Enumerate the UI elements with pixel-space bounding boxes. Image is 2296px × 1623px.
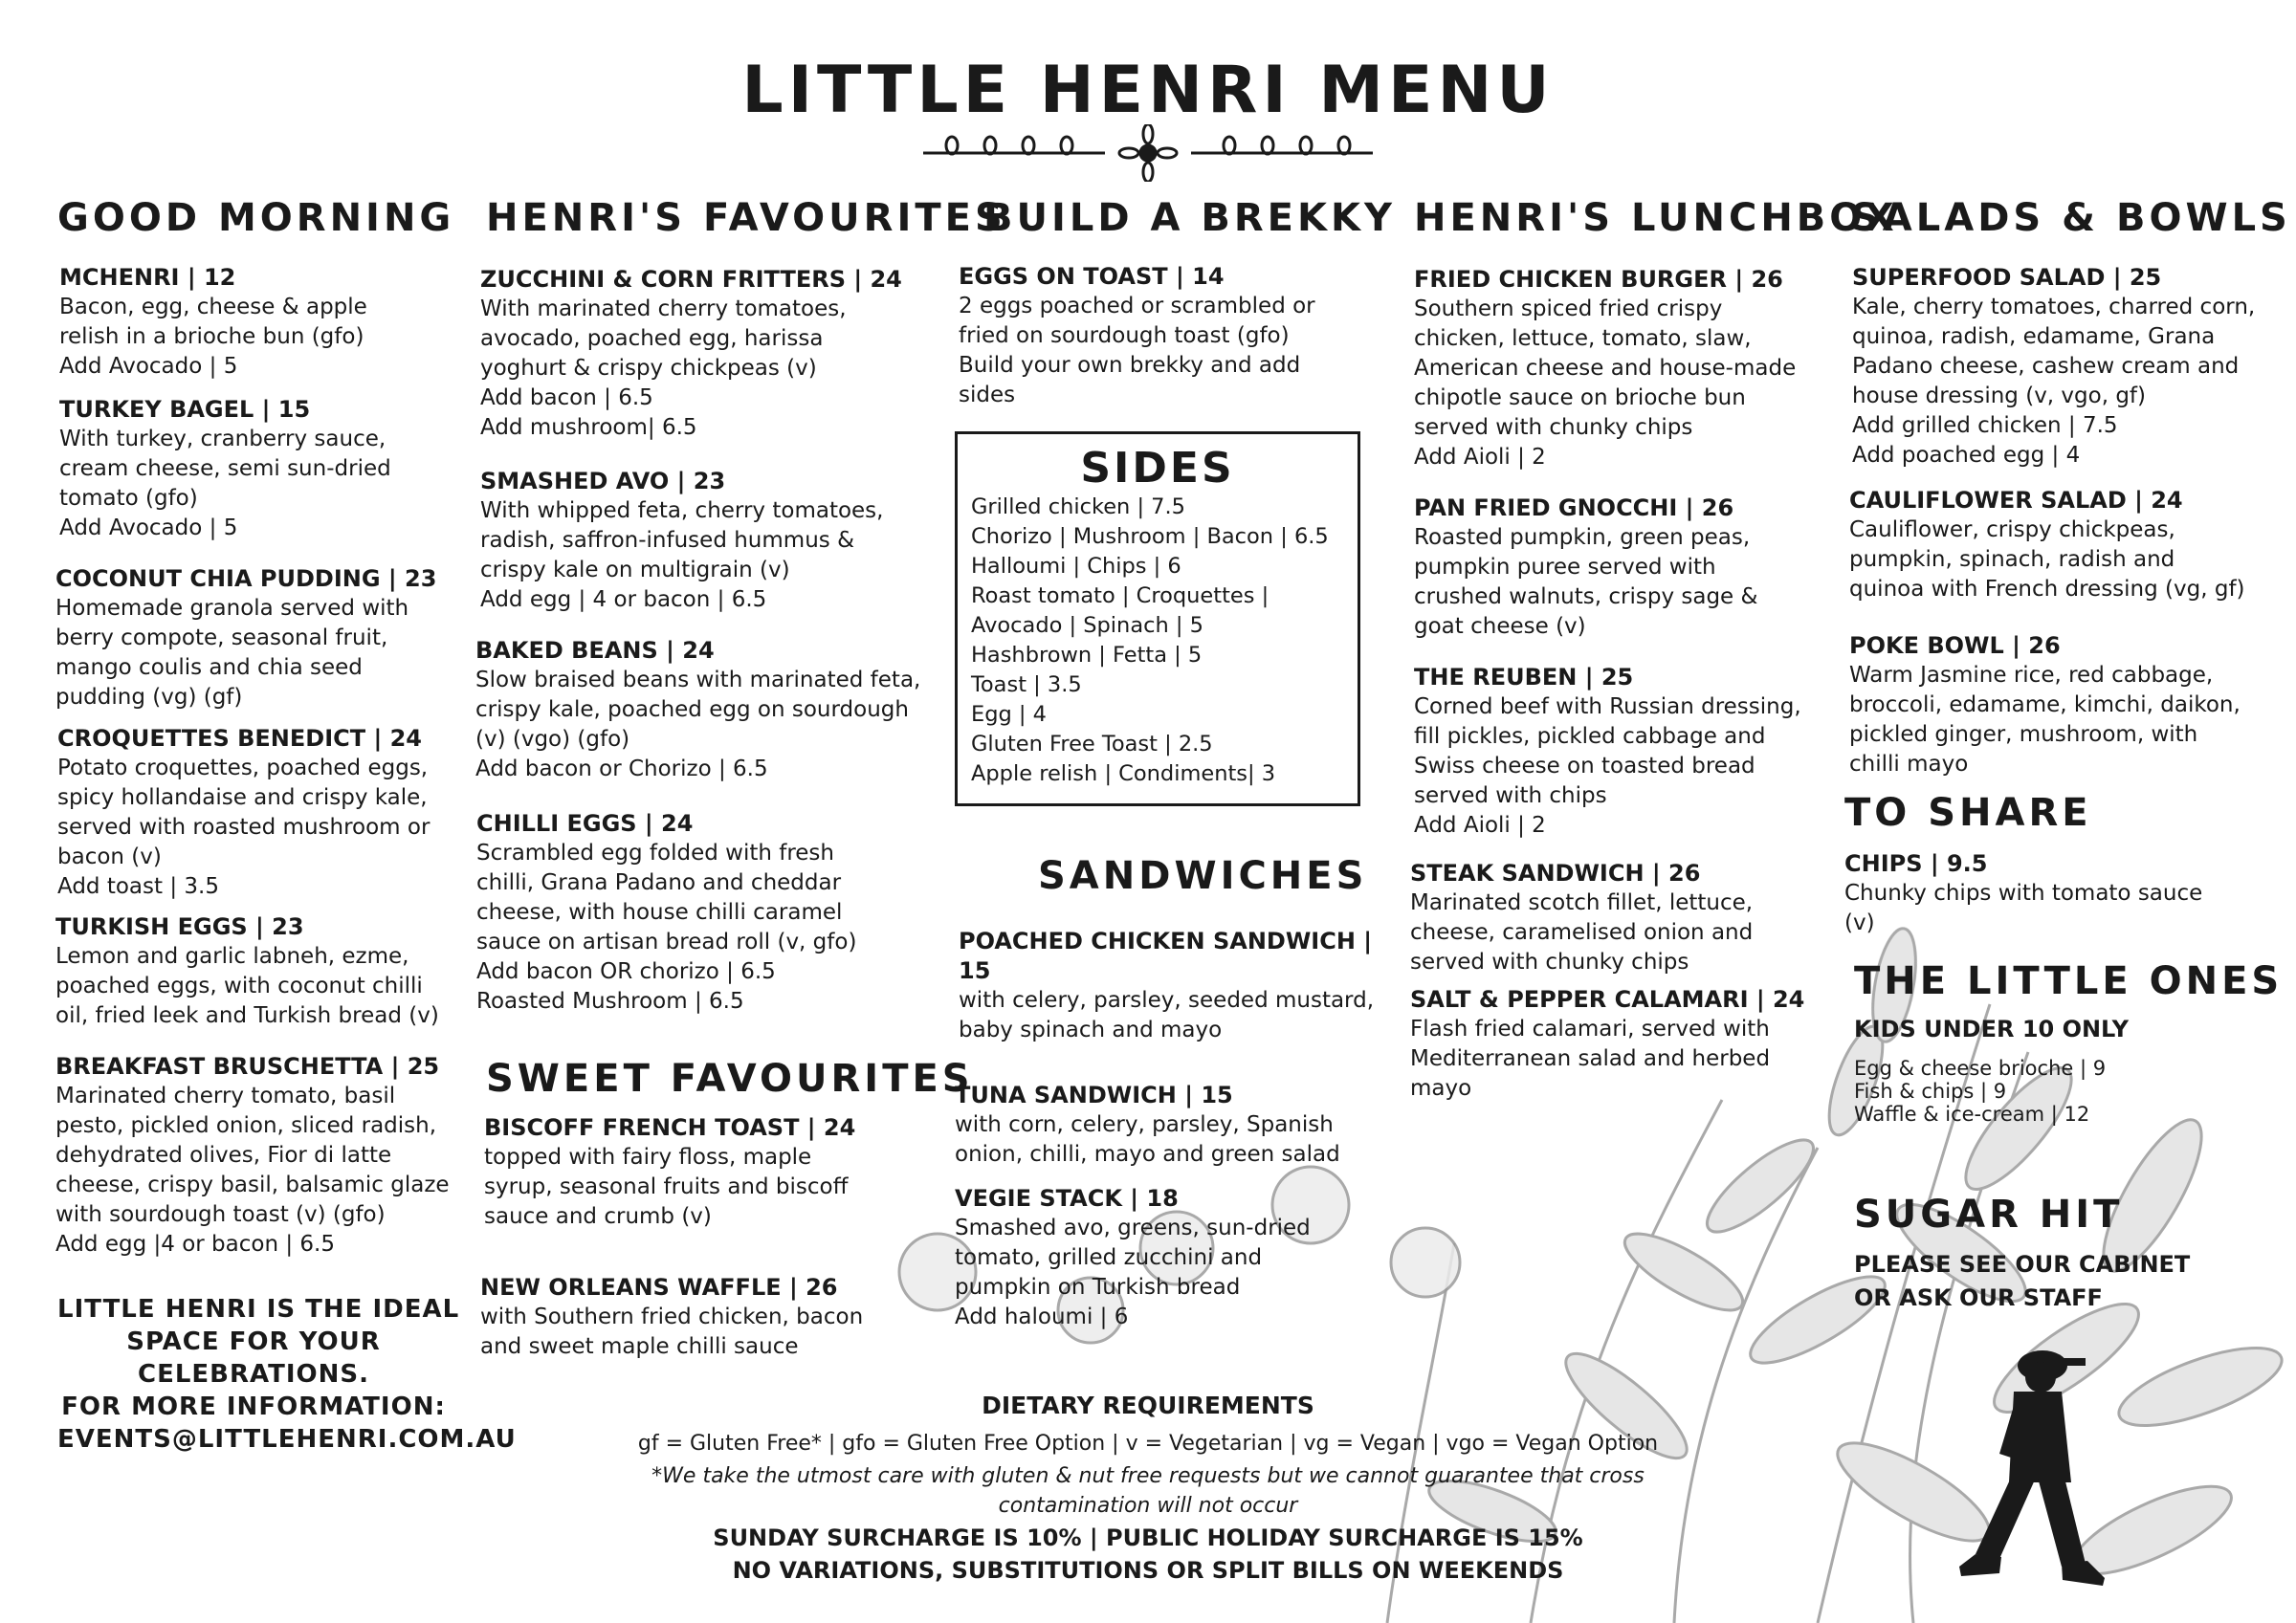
item-addon: Roasted Mushroom | 6.5 [476,989,744,1014]
sugar-hit-line: PLEASE SEE OUR CABINET [1854,1251,2191,1278]
menu-item [480,467,883,615]
menu-item [1414,265,1796,472]
heading-little-ones: THE LITTLE ONES [1854,959,2284,1003]
menu-item [59,263,367,382]
item-name: CAULIFLOWER SALAD | 24 [1849,487,2183,514]
surcharge-notice: SUNDAY SURCHARGE IS 10% | PUBLIC HOLIDAY SURCHARGE IS 15% [713,1524,1583,1551]
menu-item [1849,486,2245,604]
item-description: Cauliflower, crispy chickpeas, pumpkin, spinach, radish and quinoa with French dressing (vg, gf) [1849,517,2245,602]
item-name: TUNA SANDWICH | 15 [955,1082,1233,1108]
item-description: Bacon, egg, cheese & apple relish in a brioche bun (gfo) [59,295,367,349]
side-item: Hashbrown | Fetta | 5 [971,643,1203,668]
heading-sandwiches: SANDWICHES [1038,854,1368,898]
item-name: EGGS ON TOAST | 14 [959,263,1225,290]
item-name: BISCOFF FRENCH TOAST | 24 [484,1114,856,1141]
item-name: SALT & PEPPER CALAMARI | 24 [1410,986,1805,1013]
item-description: Warm Jasmine rice, red cabbage, broccoli, edamame, kimchi, daikon, pickled ginger, mushroom, with chilli mayo [1849,663,2241,777]
side-item: Chorizo | Mushroom | Bacon | 6.5 [971,524,1329,549]
dietary-legend: gf = Gluten Free* | gfo = Gluten Free Option | v = Vegetarian | vg = Vegan | vgo = Vegan Option [637,1432,1659,1456]
menu-item [1414,663,1801,841]
item-addon: Add bacon OR chorizo | 6.5 [476,959,776,984]
item-addon: Add bacon | 6.5 [480,385,653,410]
item-description: topped with fairy floss, maple syrup, seasonal fruits and biscoff sauce and crumb (v) [484,1145,849,1229]
kids-item: Fish & chips | 9 [1854,1080,2007,1103]
side-item: Roast tomato | Croquettes | [971,583,1269,608]
item-description: Lemon and garlic labneh, ezme, poached eggs, with coconut chilli oil, fried leek and Turkish bread (v) [55,944,439,1028]
item-name: FRIED CHICKEN BURGER | 26 [1414,266,1783,293]
side-item: Gluten Free Toast | 2.5 [971,732,1213,757]
dietary-note: *We take the utmost care with gluten & nut free requests but we cannot guarantee that cross [651,1464,1645,1488]
celebrations-line: LITTLE HENRI IS THE IDEAL [57,1295,460,1324]
item-addon: Add haloumi | 6 [955,1305,1129,1329]
menu-item [55,564,436,713]
menu-item [955,1081,1340,1170]
item-description: Corned beef with Russian dressing, fill pickles, pickled cabbage and Swiss cheese on toasted bread served with chips [1414,694,1801,808]
menu-item [1410,985,1804,1104]
heading-to-share: TO SHARE [1844,791,2092,835]
sugar-hit-line: OR ASK OUR STAFF [1854,1284,2103,1311]
celebrations-line: FOR MORE INFORMATION: [61,1393,446,1421]
item-name: TURKISH EGGS | 23 [55,913,304,940]
item-name: POKE BOWL | 26 [1849,632,2061,659]
menu-item [484,1113,855,1232]
menu-item [959,927,1374,1045]
item-description: Slow braised beans with marinated feta, crispy kale, poached egg on sourdough (v) (vgo) (gfo) [475,668,921,752]
events-email: EVENTS@LITTLEHENRI.COM.AU [57,1425,517,1454]
item-description: with Southern fried chicken, bacon and sweet maple chilli sauce [480,1305,864,1359]
dietary-title: DIETARY REQUIREMENTS [982,1392,1314,1419]
celebrations-info [57,1293,517,1456]
item-addon: Add Aioli | 2 [1414,813,1546,838]
item-description: Scrambled egg folded with fresh chilli, Grana Padano and cheddar cheese, with house chilli caramel sauce on artisan bread roll (v, gfo) [476,841,857,954]
item-description: Chunky chips with tomato sauce (v) [1844,881,2203,935]
menu-title: LITTLE HENRI MENU [741,53,1555,128]
item-description: Flash fried calamari, served with Mediterranean salad and herbed mayo [1410,1017,1771,1101]
item-name: CHIPS | 9.5 [1844,850,1988,877]
item-addon: Add Avocado | 5 [59,354,238,379]
item-name: CHILLI EGGS | 24 [476,810,694,837]
menu-item [55,1052,450,1260]
item-description: 2 eggs poached or scrambled or fried on sourdough toast (gfo) Build your own brekky and add sides [959,294,1315,407]
item-addon: Add mushroom| 6.5 [480,415,697,440]
item-name: POACHED CHICKEN SANDWICH | [959,928,1373,954]
item-name: TURKEY BAGEL | 15 [59,396,311,423]
menu-item [1410,859,1753,977]
menu-item [1844,849,2202,938]
kids-subtitle: KIDS UNDER 10 ONLY [1854,1016,2129,1042]
celebrations-line: CELEBRATIONS. [138,1360,369,1389]
heading-sugar-hit: SUGAR HIT [1854,1193,2124,1237]
item-description: With marinated cherry tomatoes, avocado, poached egg, harissa yoghurt & crispy chickpeas (v) [480,296,847,381]
menu-item [59,395,391,543]
side-item: Grilled chicken | 7.5 [971,494,1185,519]
item-description: with corn, celery, parsley, Spanish onion, chilli, mayo and green salad [955,1112,1340,1167]
ornamental-divider-icon [914,124,1382,182]
side-item: Egg | 4 [971,702,1047,727]
item-description: Marinated scotch fillet, lettuce, cheese, caramelised onion and served with chunky chips [1410,890,1754,975]
menu-item [1849,631,2241,779]
item-description: Southern spiced fried crispy chicken, lettuce, tomato, slaw, American cheese and house-made chipotle sauce on brioche bun served with chunky chips [1414,296,1797,440]
item-name: CROQUETTES BENEDICT | 24 [57,725,422,752]
kids-item: Egg & cheese brioche | 9 [1854,1057,2107,1080]
menu-item [475,636,920,784]
menu-item [1852,263,2255,471]
side-item: Apple relish | Condiments| 3 [971,761,1276,786]
item-addon: Add Avocado | 5 [59,515,238,540]
item-description: with celery, parsley, seeded mustard, baby spinach and mayo [959,988,1375,1042]
heading-good-morning: GOOD MORNING [57,196,455,240]
item-description: Homemade granola served with berry compote, seasonal fruit, mango coulis and chia seed pudding (vg) (gf) [55,596,409,710]
item-description: Smashed avo, greens, sun-dried tomato, grilled zucchini and pumpkin on Turkish bread [955,1216,1311,1300]
item-name: BREAKFAST BRUSCHETTA | 25 [55,1053,440,1080]
sides-heading: SIDES [1080,444,1235,493]
item-description: Kale, cherry tomatoes, charred corn, quinoa, radish, edamame, Grana Padano cheese, cashew cream and house dressing (v, vgo, gf) [1852,295,2256,408]
menu-item [480,1273,863,1362]
heading-henris-lunchbox: HENRI'S LUNCHBOX [1414,196,1898,240]
item-description: Potato croquettes, poached eggs, spicy hollandaise and crispy kale, served with roasted mushroom or bacon (v) [57,756,430,869]
item-price: 15 [959,957,991,984]
item-name: ZUCCHINI & CORN FRITTERS | 24 [480,266,902,293]
item-addon: Add toast | 3.5 [57,874,219,899]
item-addon: Add egg |4 or bacon | 6.5 [55,1232,335,1257]
sides-box [955,431,1360,806]
item-addon: Add bacon or Chorizo | 6.5 [475,757,768,781]
item-addon: Add Aioli | 2 [1414,445,1546,470]
side-item: Halloumi | Chips | 6 [971,554,1181,579]
side-item: Toast | 3.5 [971,672,1082,697]
item-description: Roasted pumpkin, green peas, pumpkin puree served with crushed walnuts, crispy sage & goat cheese (v) [1414,525,1758,639]
kids-menu-list [1854,1057,2106,1126]
heading-henris-favourites: HENRI'S FAVOURITES [486,196,1006,240]
menu-item [476,809,856,1017]
walking-boy-silhouette-icon [1942,1339,2124,1597]
item-addon: Add egg | 4 or bacon | 6.5 [480,587,767,612]
item-description: With turkey, cranberry sauce, cream cheese, semi sun-dried tomato (gfo) [59,427,391,511]
heading-build-a-brekky: BUILD A BREKKY [983,196,1396,240]
heading-sweet-favourites: SWEET FAVOURITES [486,1057,974,1101]
side-item: Avocado | Spinach | 5 [971,613,1203,638]
menu-item [55,912,439,1031]
item-description: Marinated cherry tomato, basil pesto, pickled onion, sliced radish, dehydrated olives, Fior di latte cheese, crispy basil, balsamic glaze with sourdough toast (v) (gfo) [55,1084,450,1227]
item-name: COCONUT CHIA PUDDING | 23 [55,565,437,592]
menu-item [1414,493,1757,642]
item-addon: Add poached egg | 4 [1852,443,2081,468]
dietary-note: contamination will not occur [998,1494,1298,1518]
celebrations-line: SPACE FOR YOUR [126,1327,381,1356]
item-name: BAKED BEANS | 24 [475,637,715,664]
item-name: VEGIE STACK | 18 [955,1185,1179,1212]
item-addon: Add grilled chicken | 7.5 [1852,413,2118,438]
menu-item [955,1184,1311,1332]
heading-salads-bowls: SALADS & BOWLS [1851,196,2291,240]
kids-item: Waffle & ice-cream | 12 [1854,1103,2090,1126]
item-name: SMASHED AVO | 23 [480,468,726,494]
item-description: With whipped feta, cherry tomatoes, radish, saffron-infused hummus & crispy kale on multigrain (v) [480,498,884,582]
item-name: PAN FRIED GNOCCHI | 26 [1414,494,1734,521]
menu-item [959,262,1315,410]
item-name: NEW ORLEANS WAFFLE | 26 [480,1274,838,1301]
item-name: MCHENRI | 12 [59,264,236,291]
item-name: SUPERFOOD SALAD | 25 [1852,264,2162,291]
item-name: STEAK SANDWICH | 26 [1410,860,1701,887]
menu-item [480,265,902,443]
menu-item [57,724,430,902]
weekend-notice: NO VARIATIONS, SUBSTITUTIONS OR SPLIT BILLS ON WEEKENDS [732,1557,1564,1584]
item-name: THE REUBEN | 25 [1414,664,1634,691]
